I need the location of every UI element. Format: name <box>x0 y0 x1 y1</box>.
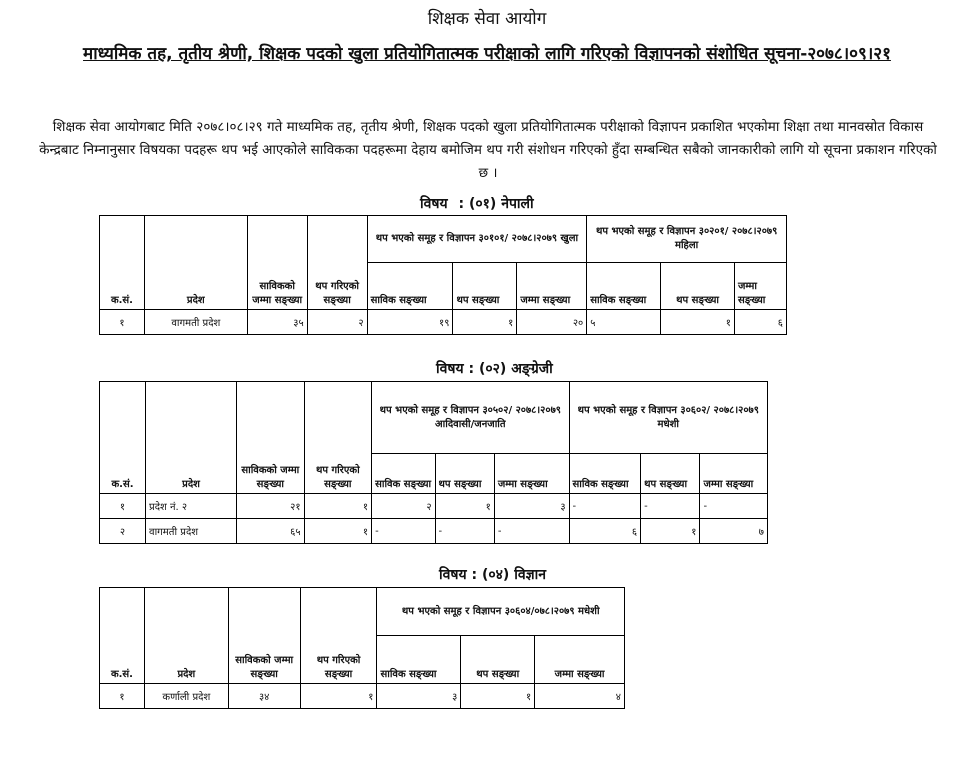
subject-label: विषय <box>420 196 448 212</box>
cell-g2-total: ६ <box>734 310 786 335</box>
table-row <box>100 684 625 709</box>
cell-g2-prev: ५ <box>587 310 661 335</box>
cell-sn: १ <box>100 310 145 335</box>
sub-header-total: जम्मा सङ्ख्या <box>494 454 569 494</box>
group-header-2: थप भएको समूह र विज्ञापन ३०६०२/ २०७८।२०७९ मधेशी <box>569 382 767 454</box>
table-english <box>99 381 768 544</box>
cell-added: १ <box>304 494 372 519</box>
notice-paragraph: शिक्षक सेवा आयोगबाट मिति २०७८।०८।२९ गते माध्यमिक तह, तृतीय श्रेणी, शिक्षक पदको खुला प्रतियोगितात्मक परीक्षाको विज्ञापन प्रकाशित भएकोमा शिक्षा तथा मानवस्रोत विकास केन्द्रबाट निम्नानुसार विषयका पदहरू थप भई आएकोले साविकका पदहरूमा देहाय बमोजिम थप गरी संशोधन गरिएको हुँदा सम्बन्धित सबैको जानकारीको लागि यो सूचना प्रकाशन गरिएको छ । <box>39 119 937 181</box>
cell-g2-added: - <box>641 494 700 519</box>
col-header-sn: क.सं. <box>100 382 146 494</box>
subject-heading-nepali <box>420 194 540 213</box>
cell-prev-total: २१ <box>237 494 305 519</box>
col-header-prev-total: साविकको जम्मा सङ्ख्या <box>228 588 300 684</box>
cell-province: कर्णाली प्रदेश <box>144 684 228 709</box>
cell-sn: १ <box>100 494 146 519</box>
sub-header-added: थप सङ्ख्या <box>453 263 517 310</box>
table-row <box>100 310 787 335</box>
sub-header-added: थप सङ्ख्या <box>641 454 700 494</box>
sub-header-total: जम्मा सङ्ख्या <box>734 263 786 310</box>
col-header-added: थप गरिएको सङ्ख्या <box>307 216 367 310</box>
sub-header-added: थप सङ्ख्या <box>435 454 494 494</box>
sub-header-total: जम्मा सङ्ख्या <box>535 636 625 684</box>
cell-g1-added: १ <box>461 684 535 709</box>
col-header-added: थप गरिएको सङ्ख्या <box>304 382 372 494</box>
cell-added: २ <box>307 310 367 335</box>
sub-header-prev: साविक सङ्ख्या <box>587 263 661 310</box>
cell-added: १ <box>304 519 372 544</box>
col-header-sn: क.सं. <box>100 588 145 684</box>
group-header-1: थप भएको समूह र विज्ञापन ३०५०२/ २०७८।२०७९ आदिवासी/जनजाति <box>372 382 569 454</box>
col-header-prev-total: साविकको जम्मा सङ्ख्या <box>237 382 305 494</box>
cell-prev-total: ३५ <box>247 310 307 335</box>
cell-g1-added: १ <box>453 310 517 335</box>
cell-added: १ <box>300 684 377 709</box>
cell-province: वागमती प्रदेश <box>144 310 247 335</box>
subject-heading-english: विषय : (०२) अङ्ग्रेजी <box>436 361 553 377</box>
cell-g2-total: ७ <box>700 519 768 544</box>
subject-value: : (०१) नेपाली <box>458 196 534 212</box>
sub-header-total: जम्मा सङ्ख्या <box>700 454 768 494</box>
subject-heading-science: विषय : (०४) विज्ञान <box>439 567 546 583</box>
cell-g1-total: २० <box>517 310 587 335</box>
cell-g1-added: १ <box>435 494 494 519</box>
sub-header-prev: साविक सङ्ख्या <box>372 454 435 494</box>
col-header-prev-total: साविकको जम्मा सङ्ख्या <box>247 216 307 310</box>
sub-header-total: जम्मा सङ्ख्या <box>517 263 587 310</box>
notice-heading: माध्यमिक तह, तृतीय श्रेणी, शिक्षक पदको खुला प्रतियोगितात्मक परीक्षाको लागि गरिएको विज्ञापनको संशोधित सूचना-२०७८।०९।२१ <box>83 44 891 64</box>
table-row <box>100 494 768 519</box>
cell-g2-total: - <box>700 494 768 519</box>
group-header-1: थप भएको समूह र विज्ञापन ३०६०४/०७८।२०७९ मधेशी <box>377 588 625 636</box>
group-header-1: थप भएको समूह र विज्ञापन ३०१०१/ २०७८।२०७९ खुला <box>367 216 587 263</box>
sub-header-added: थप सङ्ख्या <box>661 263 735 310</box>
cell-sn: १ <box>100 684 145 709</box>
cell-g1-prev: - <box>372 519 435 544</box>
cell-province: वागमती प्रदेश <box>146 519 237 544</box>
sub-header-added: थप सङ्ख्या <box>461 636 535 684</box>
group-header-2: थप भएको समूह र विज्ञापन ३०२०१/ २०७८।२०७९ महिला <box>587 216 787 263</box>
cell-g1-added: - <box>435 519 494 544</box>
table-nepali <box>99 215 787 335</box>
cell-g1-total: ३ <box>494 494 569 519</box>
sub-header-prev: साविक सङ्ख्या <box>367 263 453 310</box>
table-science <box>99 587 625 709</box>
col-header-province: प्रदेश <box>146 382 237 494</box>
sub-header-prev: साविक सङ्ख्या <box>377 636 461 684</box>
organization-name: शिक्षक सेवा आयोग <box>427 9 547 29</box>
sub-header-prev: साविक सङ्ख्या <box>569 454 641 494</box>
cell-sn: २ <box>100 519 146 544</box>
cell-g2-prev: - <box>569 494 641 519</box>
cell-prev-total: ३४ <box>228 684 300 709</box>
cell-g1-total: ४ <box>535 684 625 709</box>
cell-g1-prev: १९ <box>367 310 453 335</box>
cell-g1-total: - <box>494 519 569 544</box>
cell-prev-total: ६५ <box>237 519 305 544</box>
cell-g2-prev: ६ <box>569 519 641 544</box>
col-header-added: थप गरिएको सङ्ख्या <box>300 588 377 684</box>
cell-province: प्रदेश नं. २ <box>146 494 237 519</box>
cell-g1-prev: २ <box>372 494 435 519</box>
col-header-province: प्रदेश <box>144 588 228 684</box>
table-row <box>100 519 768 544</box>
col-header-province: प्रदेश <box>144 216 247 310</box>
cell-g1-prev: ३ <box>377 684 461 709</box>
cell-g2-added: १ <box>661 310 735 335</box>
cell-g2-added: १ <box>641 519 700 544</box>
col-header-sn: क.सं. <box>100 216 145 310</box>
